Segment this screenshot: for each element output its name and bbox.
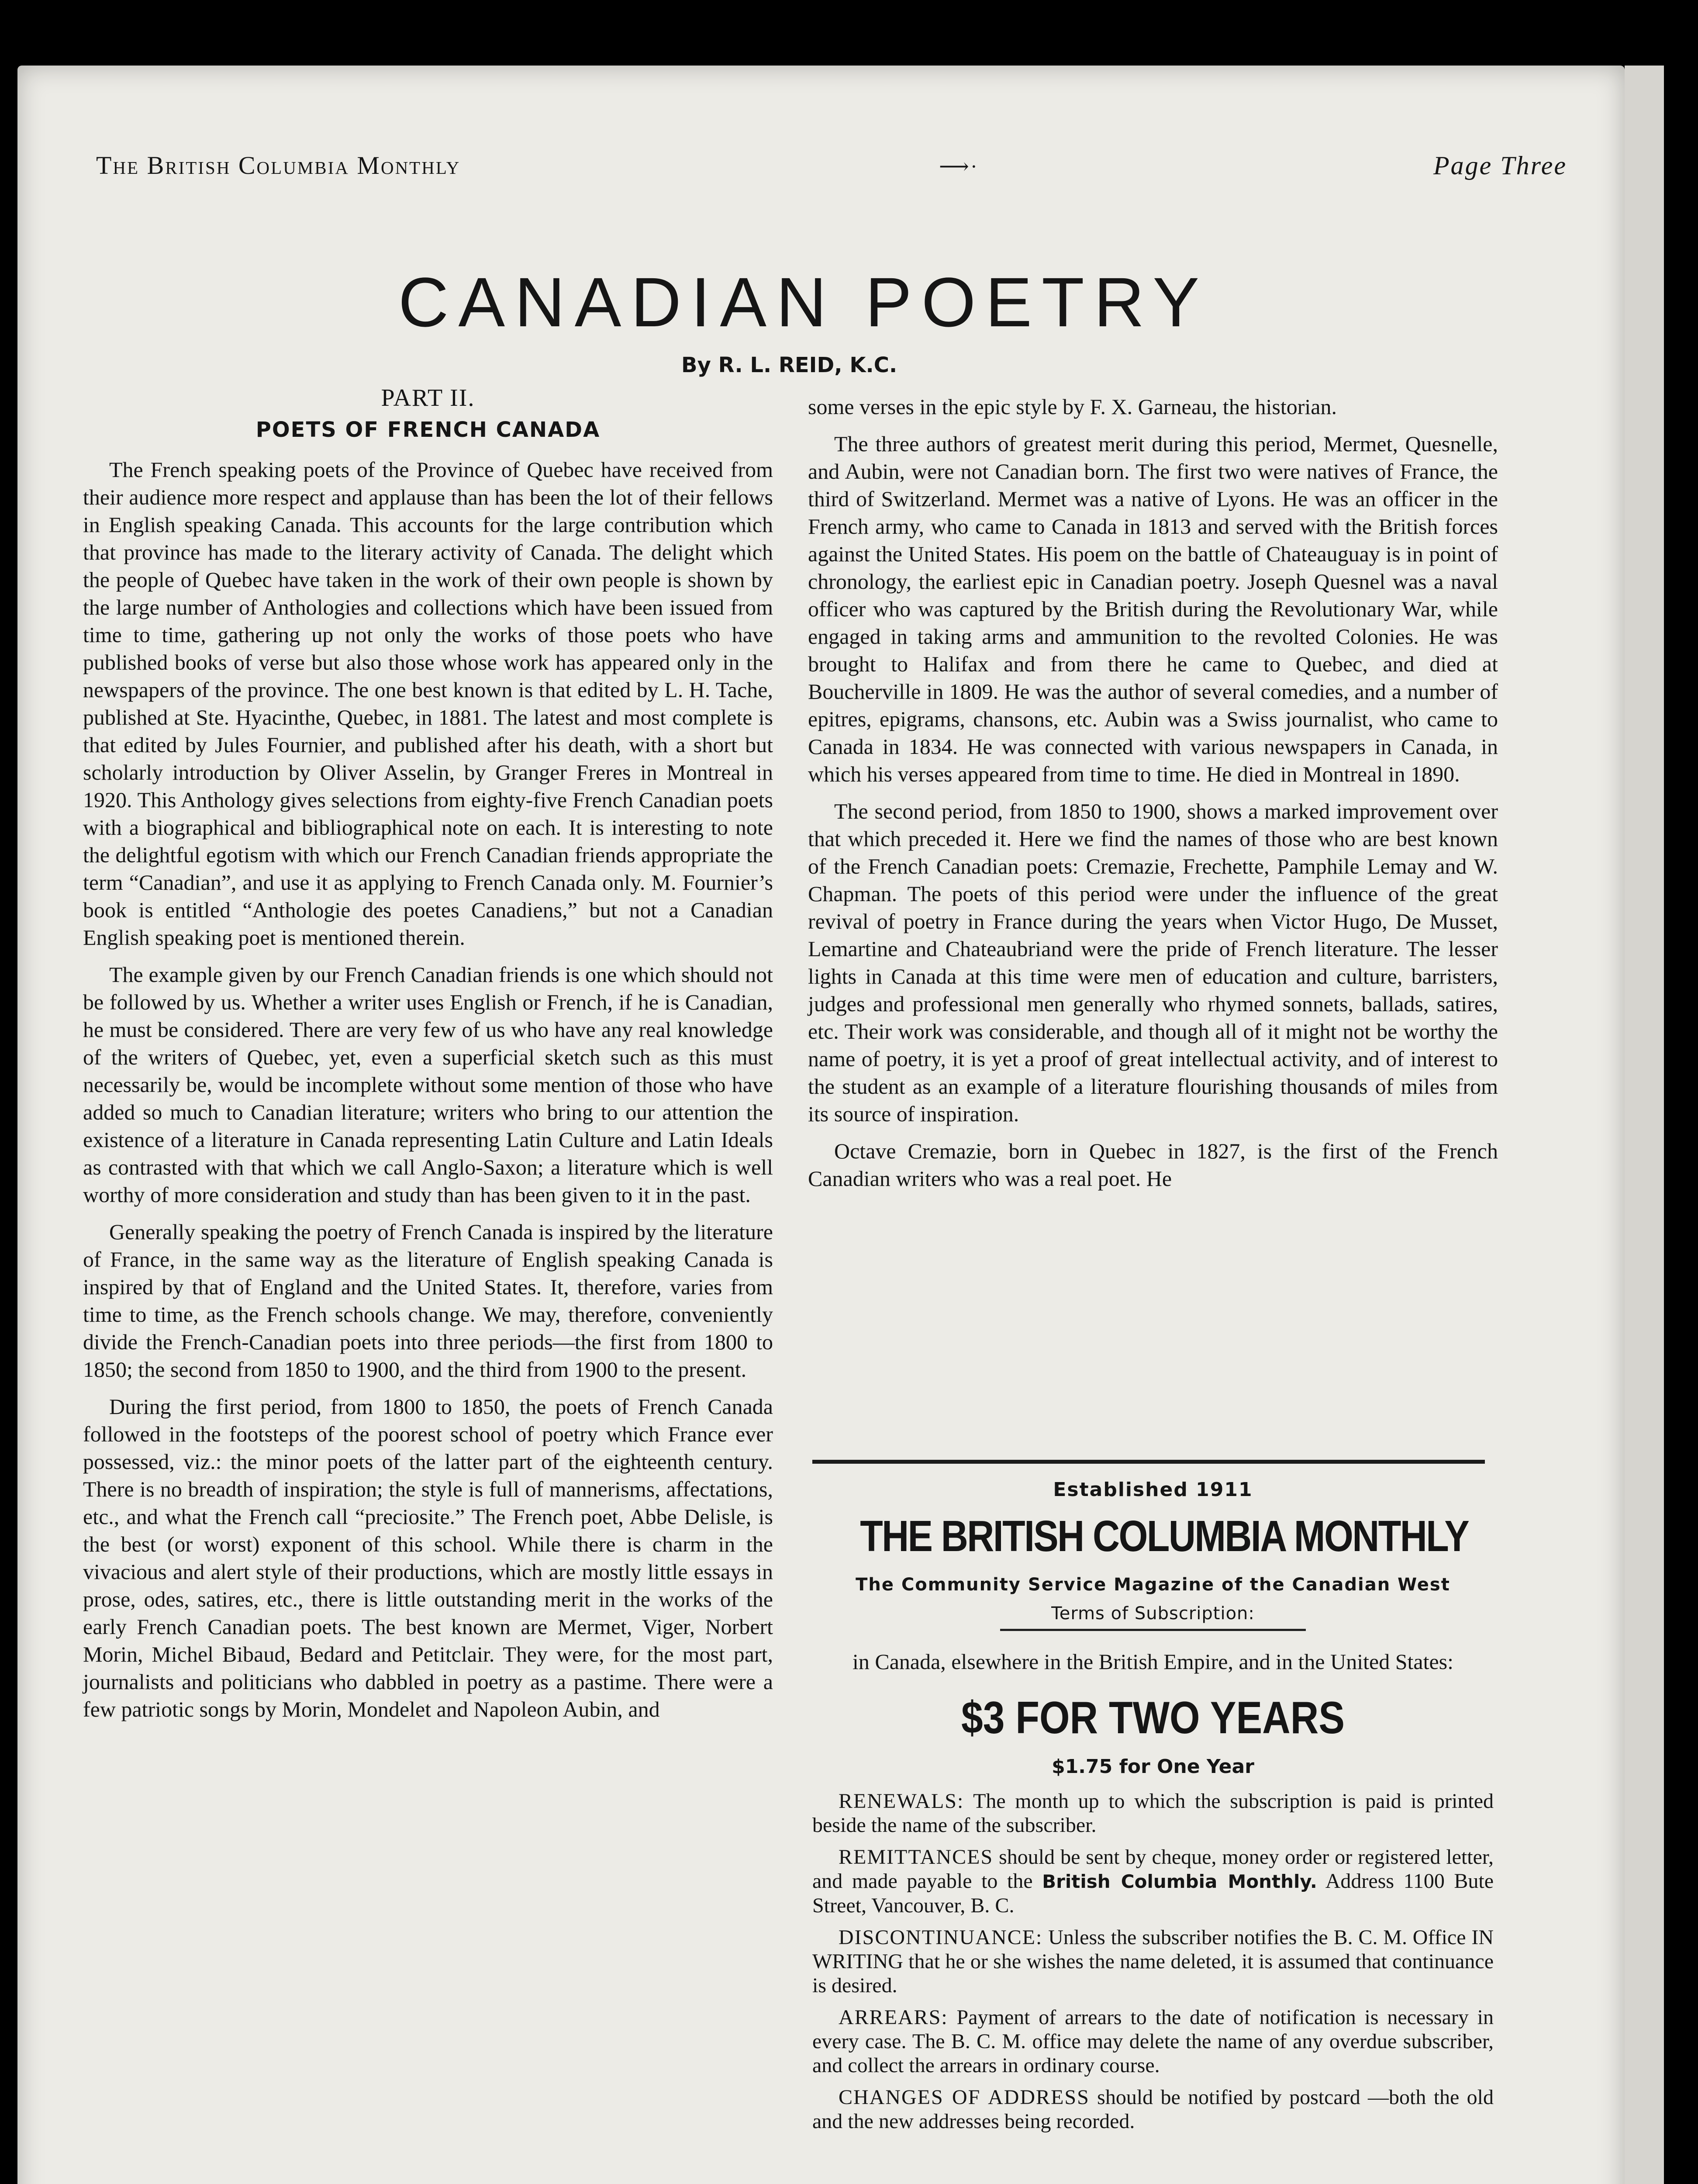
discontinuance-note [812, 1925, 1494, 1997]
paragraph: The three authors of greatest merit during this period, Mermet, Quesnelle, and Aubin, were not Canadian born. The first two were natives of France, the third of Switzerland. Mermet was a native of Lyons. He was an officer in the French army, who came to Canada in 1813 and served with the British forces against the United States. His poem on the battle of Chateauguay is in point of chronology, the earliest epic in Canadian poetry. Joseph Quesnel was a naval officer who was captured by the British during the Revolutionary War, while engaged in taking arms and ammunition to the revolted Colonies. He was brought to Halifax and from there he came to Quebec, and died at Boucherville in 1809. He was the author of several comedies, and a number of epitres, epigrams, chansons, etc. Aubin was a Swiss journalist, who came to Canada in 1834. He was connected with various newspapers in Canada, in which his verses appeared from time to time. He died in Montreal in 1890. [808, 432, 1498, 786]
note-text: should be notified by postcard —both the old and the new addresses being recorded. [812, 2086, 1494, 2133]
note-text: should be sent by cheque, money order or registered letter, and made payable to the [812, 1845, 1494, 1893]
magazine-tagline: The Community Service Magazine of the Canadian West [856, 1575, 1450, 1595]
note-label: REMITTANCES [839, 1845, 994, 1869]
note-text: Payment of arrears to the date of notification is necessary in every case. The B. C. M. office may delete the name of any overdue subscriber, and collect the arrears in ordinary course. [812, 2006, 1494, 2077]
note-label: ARREARS: [839, 2006, 948, 2029]
part-heading: PART II. [381, 384, 475, 411]
paragraph: some verses in the epic style by F. X. Garneau, the historian. [808, 394, 1337, 419]
running-head [96, 151, 1567, 186]
remittances-note [812, 1845, 1494, 1918]
note-label: CHANGES OF ADDRESS [839, 2086, 1090, 2109]
running-head-title: The British Columbia Monthly [96, 151, 461, 180]
arrow-mark-icon: ⟶· [939, 155, 979, 178]
divider [812, 1460, 1485, 1464]
note-label: DISCONTINUANCE: [839, 1926, 1043, 1949]
changes-of-address-note [812, 2085, 1494, 2133]
subscription-advertisement [812, 1479, 1494, 2141]
note-text: Unless the subscriber notifies the B. C. M. Office IN WRITING that he or she wishes the name deleted, it is assumed that continuance is desired. [812, 1926, 1494, 1997]
magazine-name: THE BRITISH COLUMBIA MONTHLY [860, 1512, 1469, 1561]
left-column [83, 384, 773, 1733]
established-line: Established 1911 [1053, 1479, 1253, 1501]
paragraph: The example given by our French Canadian friends is one which should not be followed by us. Whether a writer uses English or French, if he is Canadian, he must be considered. There are very few of us who have any real knowledge of the writers of Quebec, yet, even a superficial sketch such as this must necessarily be, would be incomplete without some mention of those who have added so much to Canadian literature; writers who bring to our attention the existence of a literature in Canada representing Latin Culture and Latin Ideals as contrasted with that which we call Anglo-Saxon; a literature which is well worthy of more consideration and study than has been given to it in the past. [83, 962, 773, 1207]
right-column [808, 393, 1498, 1202]
article-byline: By R. L. REID, K.C. [681, 353, 897, 377]
subscription-notes [812, 1789, 1494, 2133]
page-number: Page Three [1433, 151, 1567, 180]
magazine-name-bold: British Columbia Monthly. [1042, 1871, 1317, 1892]
paragraph: The French speaking poets of the Province of Quebec have received from their audience more respect and applause than has been the lot of their fellows in English speaking Canada. This accounts for the large contribution which that province has made to the literary activity of Canada. The delight which the people of Quebec have taken in the work of their own people is shown by the large number of Anthologies and collections which have been issued from time to time, gathering up not only the works of those poets who have published books of verse but also those whose work has appeared only in the newspapers of the province. The one best known is that edited by L. H. Tache, published at Ste. Hyacinthe, Quebec, in 1881. The latest and most complete is that edited by Jules Fournier, and published after his death, with a short but scholarly introduction by Oliver Asselin, by Granger Freres in Montreal in 1920. This Anthology gives selections from eighty-five French Canadian poets with a biographical and bibliographical note on each. It is interesting to note the delightful egotism with which our French Canadian friends appropriate the term “Canadian”, and use it as applying to French Canada only. M. Fournier’s book is entitled “Anthologie des poetes Canadiens,” but not a Canadian English speaking poet is mentioned therein. [83, 457, 773, 950]
note-text: Address 1100 Bute Street, Vancouver, B. C. [812, 1870, 1494, 1917]
arrears-note [812, 2005, 1494, 2077]
paragraph: Generally speaking the poetry of French Canada is inspired by the literature of France, in the same way as the literature of English speaking Canada is inspired by that of England and the United States. It, therefore, varies from time to time, as the French schools change. We may, therefore, conveniently divide the French-Canadian poets into three periods—the first from 1800 to 1850; the second from 1850 to 1900, and the third from 1900 to the present. [83, 1220, 773, 1382]
price-headline: $3 FOR TWO YEARS [961, 1693, 1345, 1743]
terms-heading: Terms of Subscription: [1051, 1603, 1255, 1624]
article-title: CANADIAN POETRY [398, 263, 1209, 341]
paragraph: During the first period, from 1800 to 1850, the poets of French Canada followed in the footsteps of the poorest school of poetry which France ever possessed, viz.: the minor poets of the latter part of the eighteenth century. There is no breadth of inspiration; the style is full of mannerisms, affectations, etc., and what the French call “preciosite.” The French poet, Abbe Delisle, is the best (or worst) exponent of this school. While there is charm in the vivacious and alert style of their productions, which are mostly little essays in prose, odes, satires, etc., there is little outstanding merit in the works of the early French Canadian poets. The best known are Mermet, Viger, Norbert Morin, Michel Bibaud, Bedard and Petitclair. They were, for the most part, journalists and politicians who dabbled in poetry as a pastime. There were a few patriotic songs by Morin, Mondelet and Napoleon Aubin, and [83, 1394, 773, 1721]
paragraph: Octave Cremazie, born in Quebec in 1827, is the first of the French Canadian writers who was a real poet. He [808, 1139, 1498, 1191]
note-text: The month up to which the subscription is paid is printed beside the name of the subscriber. [812, 1790, 1494, 1837]
note-label: RENEWALS: [839, 1790, 964, 1813]
page-edge [1625, 66, 1664, 2184]
subscription-intro: in Canada, elsewhere in the British Empire, and in the United States: [852, 1649, 1454, 1674]
renewals-note [812, 1789, 1494, 1837]
paragraph: The second period, from 1850 to 1900, shows a marked improvement over that which preceded it. Here we find the names of those who are best known of the French Canadian poets: Cremazie, Frechette, Pamphile Lemay and W. Chapman. The poets of this period were under the influence of the great revival of poetry in France during the years when Victor Hugo, De Musset, Lemartine and Chateaubriand were the pride of French literature. The lesser lights in Canada at this time were men of education and culture, barristers, judges and professional men generally who rhymed sonnets, ballads, satires, etc. Their work was considerable, and though all of it might not be worthy the name of poetry, it is yet a proof of great intellectual activity, and of interest to the student as an example of a literature flourishing thousands of miles from its source of inspiration. [808, 799, 1498, 1126]
section-heading: POETS OF FRENCH CANADA [255, 418, 601, 442]
divider [1000, 1629, 1306, 1631]
annual-price: $1.75 for One Year [1052, 1755, 1254, 1778]
